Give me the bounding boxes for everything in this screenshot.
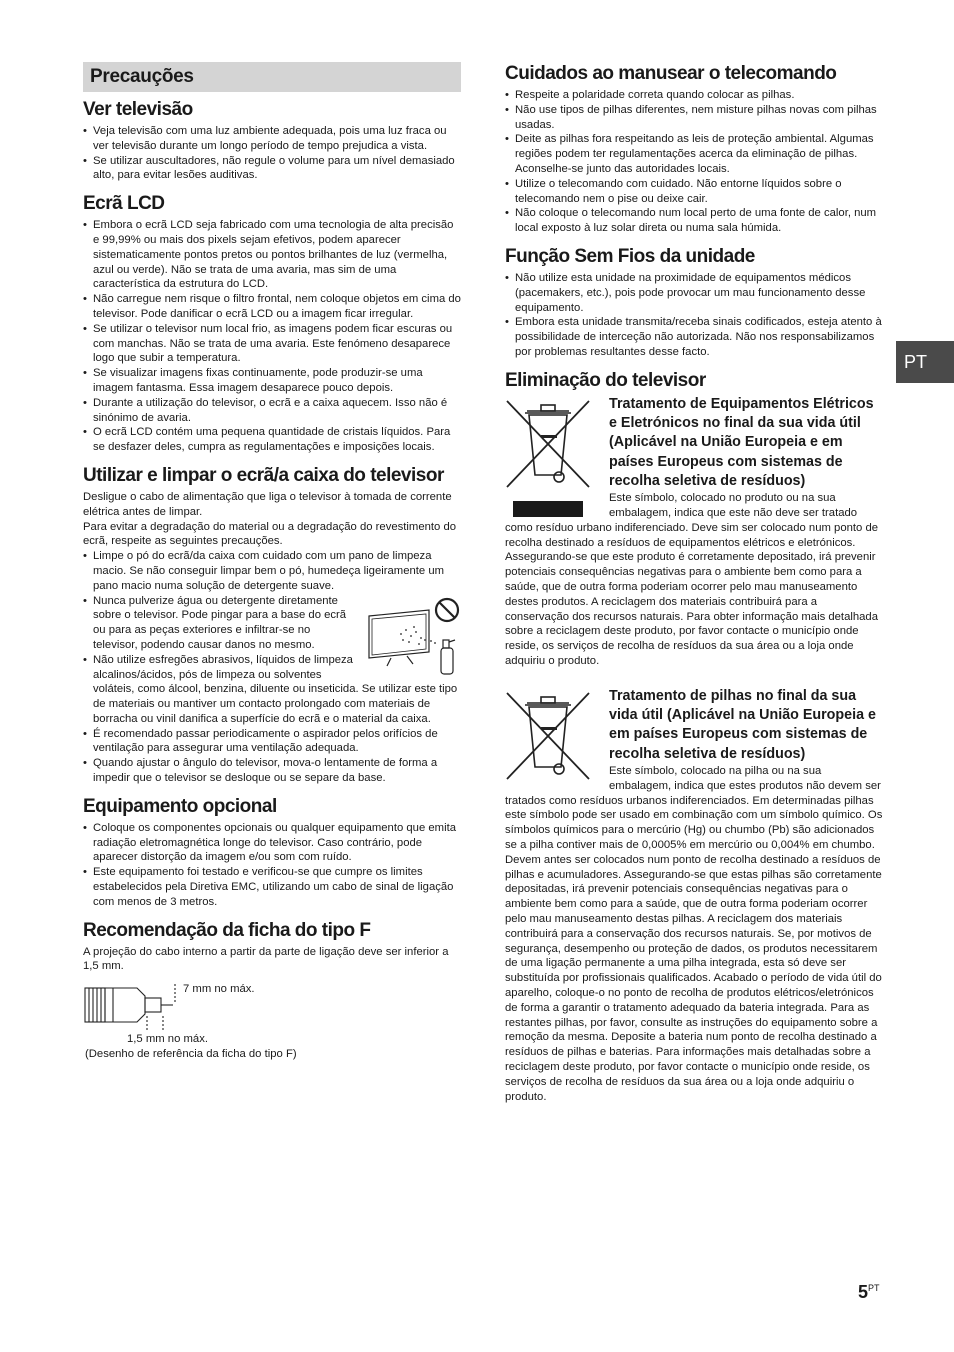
f-plug-diagram-icon [83, 982, 183, 1032]
heading-f-plug: Recomendação da ficha do tipo F [83, 919, 371, 941]
heading-tv-disposal: Eliminação do televisor [505, 369, 706, 391]
list-item: • Se utilizar o televisor num local frio, as imagens podem ficar escuras ou com manchas. Não se trata de uma avaria. Este fenómeno desaparece logo que subir a temperatura. [83, 322, 461, 366]
list-item: • Não coloque o telecomando num local perto de uma fonte de calor, num local exposto à luz solar direta ou numa sala húmida. [505, 206, 883, 236]
list-item: • Não use tipos de pilhas diferentes, nem misture pilhas novas com pilhas usadas. [505, 103, 883, 133]
list-item: • O ecrã LCD contém uma pequena quantidade de cristais líquidos. Para se desfazer deles, cumpra as regulamentações e imposições locais. [83, 425, 461, 455]
list-item: • Veja televisão com uma luz ambiente adequada, pois uma luz fraca ou ver televisão durante um longo período de tempo prejudica a vista. [83, 124, 461, 154]
weee-block [505, 395, 883, 669]
f-plug-label-1-5mm: 1,5 mm no máx. [127, 1033, 208, 1046]
list-item [83, 594, 461, 653]
language-tab: PT [896, 341, 954, 383]
page-number [858, 1282, 880, 1303]
battery-title: Tratamento de pilhas no final da sua vida útil (Aplicável na União Europeia e em países Europeus com sistemas de recolha seletiva de resíduos) [609, 687, 876, 762]
f-plug-label-7mm: 7 mm no máx. [183, 983, 255, 996]
page-number-value: 5 [858, 1282, 869, 1302]
list-item: • Se utilizar auscultadores, não regule o volume para um nível demasiado alto, para evitar lesões auditivas. [83, 154, 461, 184]
list-item: • Não utilize esta unidade na proximidade de equipamentos médicos (pacemakers, etc.), pois pode provocar um mau funcionamento desse equipamento. [505, 271, 883, 315]
list-cleaning [83, 549, 461, 786]
list-lcd-screen [83, 218, 461, 455]
heading-remote-care: Cuidados ao manusear o telecomando [505, 63, 837, 84]
list-item-text: Nunca pulverize água ou detergente diretamente sobre o televisor. Pode pingar para a base do ecrã ou para as peças exteriores e infiltrar-se no televisor, podendo causar danos no mesmo. [93, 594, 347, 651]
f-plug-figure [83, 982, 461, 1032]
list-item: • Coloque os componentes opcionais ou qualquer equipamento que emita radiação eletromagnética longe do televisor. Caso contrário, pode aparecer distorção da imagem e/ou som com ruído. [83, 821, 461, 865]
f-plug-para: A projeção do cabo interno a partir da parte de ligação deve ser inferior a 1,5 mm. [83, 945, 449, 973]
page-number-suffix: PT [868, 1283, 880, 1293]
list-item: • Não carregue nem risque o filtro frontal, nem coloque objetos em cima do televisor. Pode danificar o ecrã LCD ou a imagem ficar irregular. [83, 292, 461, 322]
list-remote-care [505, 88, 883, 236]
right-column [505, 62, 883, 1118]
list-item: • É recomendado passar periodicamente o aspirador pelos orifícios de ventilação para assegurar uma ventilação adequada. [83, 727, 461, 757]
list-item: • Não utilize esfregões abrasivos, líquidos de limpeza alcalinos/ácidos, pós de limpeza ou solventes voláteis, como álcool, benzina, diluente ou inseticida. Se utilizar este tipo de materiais ou mantiver um contacto prolongado com materiais de borracha ou vinil danifica a superfície do ecrã e o material da caixa. [83, 653, 461, 727]
list-item: • Este equipamento foi testado e verificou-se que cumpre os limites estabelecidos pela Diretiva EMC, utilizando um cabo de sinal de ligação com menos de 3 metros. [83, 865, 461, 909]
list-watching-tv [83, 124, 461, 183]
list-item: • Quando ajustar o ângulo do televisor, mova-o lentamente de forma a impedir que o televisor se desloque ou se separe da base. [83, 756, 461, 786]
list-optional-equipment [83, 821, 461, 910]
left-column [83, 62, 461, 1062]
weee-text: Este símbolo, colocado no produto ou na sua embalagem, indica que este não deve ser tratado como resíduo urbano indiferenciado. Deve sim ser colocado num ponto de recolha destinado a resíduos de equipamentos elétricos e eletrónicos. Assegurando-se que este produto é corretamente depositado, irá prevenir potenciais consequências negativas para o ambiente bem como para a saúde, que de outra forma poderiam ocorrer pelo mau manuseamento destes produtos. A reciclagem dos materiais contribuirá para a conservação dos recursos naturais. Para obter informação mais detalhada sobre a reciclagem deste produto, por favor contacte o município onde reside, os serviços de recolha de resíduos da sua área ou a loja onde adquiriu o produto. [505, 492, 879, 667]
list-item: • Deite as pilhas fora respeitando as leis de proteção ambiental. Algumas regiões podem ter regulamentações acerca da eliminação de pilhas. Aconselhe-se junto das autoridades locais. [505, 132, 883, 176]
cleaning-para-1: Desligue o cabo de alimentação que liga o televisor à tomada de corrente elétrica antes de limpar. [83, 490, 452, 518]
cleaning-para-2: Para evitar a degradação do material ou a degradação do revestimento do ecrã, respeite as seguintes precauções. [83, 520, 457, 548]
list-item: • Limpe o pó do ecrã/da caixa com cuidado com um pano de limpeza macio. Se não conseguir limpar bem o pó, humedeça ligeiramente um pano macio numa solução de detergente suave. [83, 549, 461, 593]
list-wireless-function [505, 271, 883, 360]
weee-bin-icon [505, 397, 595, 519]
weee-title: Tratamento de Equipamentos Elétricos e Eletrónicos no final da sua vida útil (Aplicável na União Europeia e em países Europeus com sistemas de recolha seletiva de resíduos) [609, 395, 874, 489]
f-plug-caption: (Desenho de referência da ficha do tipo F) [85, 1048, 297, 1061]
battery-bin-icon [505, 689, 595, 781]
section-band-precautions: Precauções [83, 62, 461, 92]
heading-wireless-function: Função Sem Fios da unidade [505, 245, 755, 267]
battery-text: Este símbolo, colocado na pilha ou na sua embalagem, indica que estes produtos não devem ser tratados como resíduos urbanos indiferenciados. Em determinadas pilhas este símbolo pode ser usado em combinação com um símbolo químico. Os símbolos químicos para o mercúrio (Hg) ou chumbo (Pb) são adicionados se a pilha contiver mais de 0,0005% em mercúrio ou 0,004% em chumbo. Devem antes ser colocados num ponto de recolha destinado a resíduos de pilhas e acumuladores. Assegurando-se que estas pilhas são corretamente depositadas, irá prevenir potenciais consequências negativas para o ambiente bem como para a saúde, que de outra forma poderiam ocorrer pelo mau manuseamento destas pilhas. A reciclagem dos materiais contribuirá para a conservação dos recursos naturais. Se, por motivos de segurança, desempenho ou proteção de dados, os produtos necessitarem de uma ligação permanente a uma pilha integrada, esta só deve ser substituída por profissionais qualificados. Acabado o período de vida útil do aparelho, coloque-o no ponto de recolha de produtos elétricos/eletrónicos de forma a garantir o tratamento adequado da bateria integrada. Para as restantes pilhas, por favor, consulte as instruções do equipamento sobre a remoção da mesma. Deposite a bateria num ponto de recolha destinado a resíduos de pilhas e baterias. Para informações mais detalhadas sobre a reciclagem deste produto, por favor contacte o município onde reside, os serviços de recolha de resíduos da sua área ou a loja onde adquiriu o produto. [505, 764, 883, 1103]
list-item: • Embora esta unidade transmita/receba sinais codificados, esteja atento à possibilidade de interceção não autorizada. Não nos responsabilizamos por problemas resultantes desse facto. [505, 315, 883, 359]
heading-optional-equipment: Equipamento opcional [83, 795, 277, 817]
heading-watching-tv: Ver televisão [83, 99, 193, 120]
list-item: • Respeite a polaridade correta quando colocar as pilhas. [505, 88, 883, 103]
list-item: • Utilize o telecomando com cuidado. Não entorne líquidos sobre o telecomando nem o pise ou deixe cair. [505, 177, 883, 207]
battery-block [505, 687, 883, 1105]
list-item: • Durante a utilização do televisor, o ecrã e a caixa aquecem. Isso não é sinónimo de avaria. [83, 396, 461, 426]
list-item: • Embora o ecrã LCD seja fabricado com uma tecnologia de alta precisão e 99,99% ou mais dos pixels sejam efetivos, podem aparecer sistematicamente pontos pretos ou pontos brilhantes de luz (vermelha, azul ou verde). Não se trata de uma avaria, mas sim de uma característica da estrutura do LCD. [83, 218, 461, 292]
list-item: • Se visualizar imagens fixas continuamente, pode produzir-se uma imagem fantasma. Essa imagem desaparece pouco depois. [83, 366, 461, 396]
heading-lcd-screen: Ecrã LCD [83, 193, 165, 215]
heading-cleaning: Utilizar e limpar o ecrã/a caixa do televisor [83, 464, 444, 486]
